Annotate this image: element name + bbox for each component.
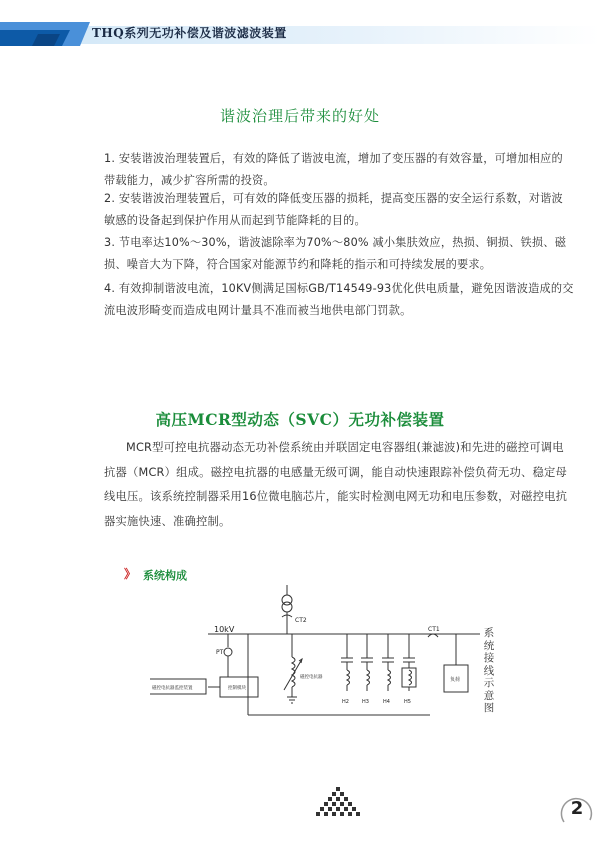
filter-label-h5: H5 (404, 699, 411, 705)
pt-label: PT (216, 649, 224, 656)
wiring-diagram (150, 585, 480, 735)
system-heading: 系统构成 (143, 569, 187, 582)
ct2-label: CT2 (295, 617, 307, 624)
benefit-item-2: 2. 安装谐波治理装置后，可有效的降低变压器的损耗，提高变压器的安全运行系数，对谐波敏感的设备起到保护作用从而起到节能降耗的目的。 (104, 192, 563, 227)
section1-title: 谐波治理后带来的好处 (219, 107, 380, 125)
benefit-item-4: 4. 有效抑制谐波电流，10KV侧满足国标GB/T14549-93优化供电质量，避免因谐波造成的交流电波形畸变而造成电网计量具不准而被当地供电部门罚款。 (104, 282, 574, 317)
filter-label-h2: H2 (342, 699, 349, 705)
page-number: 2 (570, 798, 584, 819)
load-box-label: 负荷 (450, 677, 461, 683)
benefit-item-1: 1. 安装谐波治理装置后，有效的降低了谐波电流，增加了变压器的有效容量，可增加相应的带载能力，减少扩容所需的投资。 (104, 152, 563, 187)
chevron-right-icon: 》 (124, 567, 134, 581)
header-band (0, 20, 600, 48)
ct1-label: CT1 (428, 626, 440, 633)
filter-label-h3: H3 (362, 699, 369, 705)
section2-title: 高压MCR型动态（SVC）无功补偿装置 (155, 410, 445, 429)
section2-paragraph: MCR型可控电抗器动态无功补偿系统由并联固定电容器组(兼滤波)和先进的磁控可调电抗器（MCR）组成。磁控电抗器的电感量无级可调，能自动快速跟踪补偿负荷无功、稳定母线电压。该系统控制器采用16位微电脑芯片，能实时检测电网无功和电压参数，对磁控电抗器实施快速、准确控制。 (104, 441, 568, 528)
kv-label: 10kV (214, 625, 235, 634)
controller-box-label: 控制模块 (228, 686, 246, 691)
dots-pyramid-decoration (316, 787, 360, 817)
filter-label-h4: H4 (383, 699, 390, 705)
left-box-label: 磁控电抗器监控装置 (152, 686, 193, 691)
header-title: THQ系列无功补偿及谐波滤波装置 (92, 26, 287, 40)
reactor-label: 磁控电抗器 (300, 675, 323, 680)
benefit-item-3: 3. 节电率达10%～30%，谐波滤除率为70%～80% 减小集肤效应，热损、铜损、铁损、磁损、噪音大为下降，符合国家对能源节约和降耗的指示和可持续发展的要求。 (104, 236, 567, 271)
diagram-vertical-label: 系统接线示意图 (483, 627, 495, 714)
